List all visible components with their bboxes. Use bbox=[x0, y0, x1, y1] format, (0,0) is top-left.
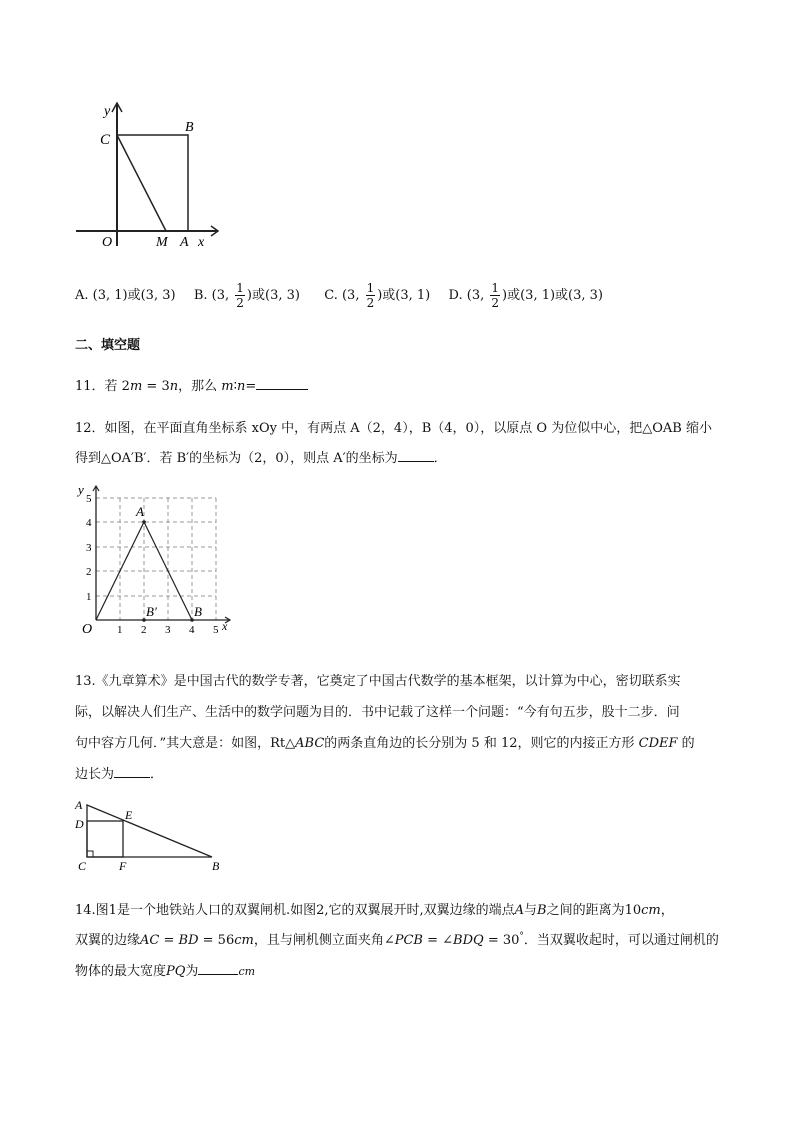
fig1-label-C: C bbox=[100, 132, 111, 148]
fig3-label-F: F bbox=[119, 859, 127, 873]
option-b: B. (3, $\frac{1}{2}$ )或(3, 3) bbox=[193, 281, 300, 310]
figure-3-triangle bbox=[70, 795, 230, 875]
fig2-xtick-1: 1 bbox=[117, 624, 123, 636]
fig3-label-A: A bbox=[75, 798, 83, 812]
fig2-ytick-2: 2 bbox=[86, 566, 92, 578]
fig1-label-x: x bbox=[198, 235, 205, 250]
question-14-line-1: 14.图1是一个地铁站人口的双翼闸机.如图2,它的双翼展开时,双翼边缘的端点A与B之间的距离为10cm， bbox=[75, 903, 674, 918]
question-13-line-4: 边长为 ． bbox=[75, 767, 164, 782]
question-14-line-3: 物体的最大宽度PQ为 cm bbox=[75, 964, 256, 979]
fig1-label-O: O bbox=[102, 235, 113, 250]
fig2-label-O: O bbox=[82, 622, 93, 637]
fig2-ytick-4: 4 bbox=[86, 517, 92, 529]
question-11: 11．若 2m = 3n，那么 m∶n= bbox=[75, 375, 308, 394]
fig3-label-E: E bbox=[125, 808, 133, 822]
question-12-line-2: 得到△OA′B′．若 B′的坐标为（2，0），则点 A′的坐标为 ． bbox=[75, 451, 447, 466]
fig2-xtick-3: 3 bbox=[165, 624, 171, 636]
fig3-label-B: B bbox=[212, 859, 220, 873]
answer-blank bbox=[198, 962, 238, 975]
question-14-line-2: 双翼的边缘AC = BD = 56cm，且与闸机侧立面夹角∠PCB = ∠BDQ = 30°．当双翼收起时，可以通过闸机的 bbox=[75, 931, 719, 948]
option-a: A. (3, 1)或(3, 3) bbox=[75, 288, 176, 303]
fig2-label-y: y bbox=[78, 482, 84, 497]
fig2-ytick-1: 1 bbox=[86, 591, 92, 603]
fig2-ytick-3: 3 bbox=[86, 542, 92, 554]
fig1-label-B: B bbox=[185, 120, 194, 135]
figure-2-grid bbox=[70, 478, 240, 638]
question-12-line-1: 12．如图，在平面直角坐标系 xOy 中，有两点 A（2，4），B（4，0），以原点 O 为位似中心，把△OAB 缩小 bbox=[75, 421, 712, 436]
fig3-label-C: C bbox=[78, 859, 87, 873]
fig2-label-B: B bbox=[194, 604, 202, 619]
fig1-label-M: M bbox=[156, 235, 168, 250]
fig3-label-D: D bbox=[75, 817, 84, 831]
question-13-line-3: 句中容方几何．”其大意是：如图，Rt△ABC的两条直角边的长分别为 5 和 12，则它的内接正方形 CDEF 的 bbox=[75, 736, 695, 751]
option-c: C. (3, $\frac{1}{2}$ )或(3, 1) bbox=[324, 281, 431, 310]
question-13-line-1: 13.《九章算术》是中国古代的数学专著，它奠定了中国古代数学的基本框架，以计算为中心，密切联系实 bbox=[75, 674, 681, 689]
answer-blank bbox=[114, 765, 150, 778]
fig2-label-A: A bbox=[136, 504, 144, 519]
fig2-xtick-2: 2 bbox=[141, 624, 147, 636]
fig1-label-A: A bbox=[180, 235, 189, 250]
option-d: D. (3, $\frac{1}{2}$ )或(3, 1)或(3, 3) bbox=[448, 281, 604, 310]
answer-blank bbox=[398, 449, 434, 462]
figure-1-rectangle bbox=[68, 98, 228, 253]
fig2-xtick-5: 5 bbox=[213, 624, 219, 636]
fig2-ytick-5: 5 bbox=[86, 493, 92, 505]
fig2-label-Bprime: B′ bbox=[146, 604, 157, 619]
question-13-line-2: 际，以解决人们生产、生活中的数学问题为目的．书中记载了这样一个问题：“今有句五步，股十二步．问 bbox=[75, 705, 680, 720]
fig1-label-y: y bbox=[104, 104, 111, 119]
fig2-xtick-4: 4 bbox=[189, 624, 195, 636]
answer-blank bbox=[256, 377, 308, 390]
fig2-label-x: x bbox=[222, 619, 228, 633]
section-title: 二、填空题 bbox=[75, 338, 141, 353]
q10-options bbox=[75, 281, 603, 310]
